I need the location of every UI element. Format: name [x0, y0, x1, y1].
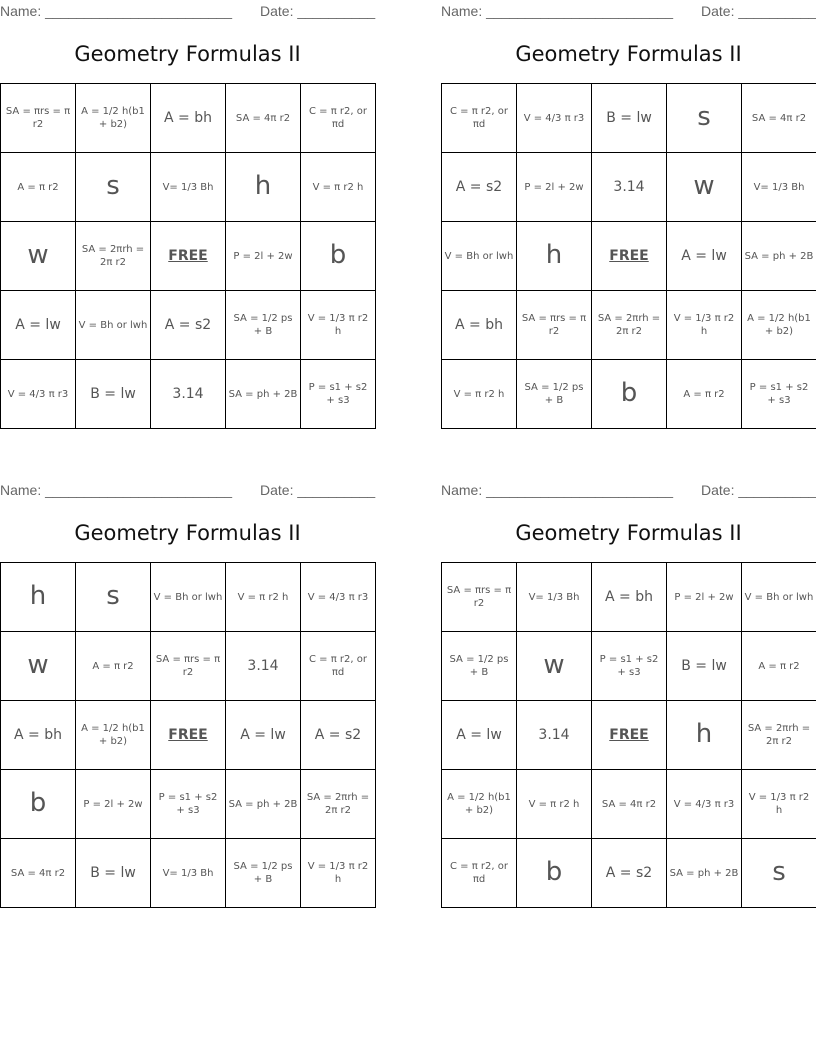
grid-row	[1, 632, 376, 701]
grid-cell: A = s2	[442, 153, 517, 222]
card-header	[0, 479, 375, 499]
grid-row	[1, 291, 376, 360]
grid-row	[1, 701, 376, 770]
grid-row	[1, 222, 376, 291]
grid-cell: w	[1, 632, 76, 701]
grid-cell: SA = 2πrh = 2π r2	[301, 770, 376, 839]
free-space-cell: FREE	[592, 701, 667, 770]
grid-cell: V = 1/3 π r2 h	[301, 839, 376, 908]
grid-row	[442, 563, 816, 632]
grid-cell: B = lw	[667, 632, 742, 701]
bingo-grid	[441, 562, 816, 908]
grid-cell: SA = 2πrh = 2π r2	[742, 701, 816, 770]
grid-cell: w	[1, 222, 76, 291]
grid-cell: C = π r2, or πd	[442, 839, 517, 908]
grid-cell: A = lw	[1, 291, 76, 360]
grid-cell: A = lw	[442, 701, 517, 770]
card-title: Geometry Formulas II	[515, 521, 742, 545]
grid-row	[1, 839, 376, 908]
date-field-label: Date: __________	[701, 3, 816, 19]
name-field-label: Name: ________________________	[441, 3, 673, 19]
grid-cell: V= 1/3 Bh	[742, 153, 816, 222]
card-header	[0, 0, 375, 20]
grid-cell: V = 1/3 π r2 h	[301, 291, 376, 360]
grid-cell: 3.14	[517, 701, 592, 770]
grid-cell: P = 2l + 2w	[667, 563, 742, 632]
grid-row	[1, 360, 376, 429]
grid-cell: V = Bh or lwh	[442, 222, 517, 291]
grid-cell: V= 1/3 Bh	[151, 839, 226, 908]
bingo-grid	[0, 83, 376, 429]
grid-cell: P = 2l + 2w	[517, 153, 592, 222]
grid-row	[442, 222, 816, 291]
grid-cell: P = 2l + 2w	[226, 222, 301, 291]
grid-cell: SA = πrs = π r2	[1, 84, 76, 153]
date-field-label: Date: __________	[701, 482, 816, 498]
grid-cell: w	[517, 632, 592, 701]
grid-row	[442, 153, 816, 222]
grid-cell: B = lw	[76, 839, 151, 908]
grid-cell: C = π r2, or πd	[301, 84, 376, 153]
grid-cell: A = s2	[592, 839, 667, 908]
grid-cell: V= 1/3 Bh	[151, 153, 226, 222]
grid-cell: SA = 1/2 ps + B	[226, 291, 301, 360]
grid-cell: V = Bh or lwh	[742, 563, 816, 632]
grid-cell: V = π r2 h	[442, 360, 517, 429]
card-title: Geometry Formulas II	[74, 521, 301, 545]
name-field-label: Name: ________________________	[0, 482, 232, 498]
grid-row	[442, 770, 816, 839]
grid-cell: 3.14	[151, 360, 226, 429]
grid-cell: s	[742, 839, 816, 908]
grid-cell: A = 1/2 h(b1 + b2)	[442, 770, 517, 839]
card-title: Geometry Formulas II	[515, 42, 742, 66]
grid-cell: 3.14	[226, 632, 301, 701]
name-field-label: Name: ________________________	[0, 3, 232, 19]
grid-cell: SA = 1/2 ps + B	[226, 839, 301, 908]
card-header	[441, 479, 816, 499]
grid-cell: V = 4/3 π r3	[301, 563, 376, 632]
free-space-cell: FREE	[592, 222, 667, 291]
grid-cell: V = π r2 h	[226, 563, 301, 632]
grid-cell: SA = 4π r2	[742, 84, 816, 153]
bingo-grid	[0, 562, 376, 908]
grid-cell: SA = ph + 2B	[742, 222, 816, 291]
grid-row	[442, 291, 816, 360]
grid-cell: h	[667, 701, 742, 770]
grid-cell: SA = ph + 2B	[226, 360, 301, 429]
grid-row	[1, 563, 376, 632]
grid-row	[442, 632, 816, 701]
grid-cell: A = bh	[442, 291, 517, 360]
grid-cell: P = s1 + s2 + s3	[301, 360, 376, 429]
grid-cell: h	[1, 563, 76, 632]
grid-cell: A = s2	[151, 291, 226, 360]
grid-cell: V = π r2 h	[517, 770, 592, 839]
grid-cell: SA = 2πrh = 2π r2	[76, 222, 151, 291]
grid-cell: A = bh	[1, 701, 76, 770]
grid-cell: A = bh	[592, 563, 667, 632]
grid-cell: V = 4/3 π r3	[1, 360, 76, 429]
grid-cell: SA = 1/2 ps + B	[442, 632, 517, 701]
grid-cell: SA = πrs = π r2	[517, 291, 592, 360]
free-space-cell: FREE	[151, 222, 226, 291]
grid-cell: V = Bh or lwh	[151, 563, 226, 632]
grid-cell: B = lw	[592, 84, 667, 153]
grid-cell: w	[667, 153, 742, 222]
grid-cell: A = lw	[226, 701, 301, 770]
grid-row	[442, 84, 816, 153]
grid-cell: A = π r2	[1, 153, 76, 222]
date-field-label: Date: __________	[260, 3, 376, 19]
grid-row	[442, 360, 816, 429]
bingo-grid	[441, 83, 816, 429]
grid-cell: V= 1/3 Bh	[517, 563, 592, 632]
grid-cell: C = π r2, or πd	[442, 84, 517, 153]
grid-cell: SA = ph + 2B	[667, 839, 742, 908]
grid-cell: V = π r2 h	[301, 153, 376, 222]
grid-cell: b	[1, 770, 76, 839]
free-space-cell: FREE	[151, 701, 226, 770]
grid-cell: SA = πrs = π r2	[151, 632, 226, 701]
grid-cell: B = lw	[76, 360, 151, 429]
grid-cell: b	[301, 222, 376, 291]
grid-cell: SA = 2πrh = 2π r2	[592, 291, 667, 360]
grid-cell: b	[517, 839, 592, 908]
grid-cell: SA = 1/2 ps + B	[517, 360, 592, 429]
grid-cell: SA = πrs = π r2	[442, 563, 517, 632]
grid-cell: P = 2l + 2w	[76, 770, 151, 839]
grid-row	[442, 701, 816, 770]
grid-cell: h	[226, 153, 301, 222]
grid-row	[1, 153, 376, 222]
grid-cell: SA = 4π r2	[1, 839, 76, 908]
grid-cell: SA = ph + 2B	[226, 770, 301, 839]
grid-cell: s	[76, 153, 151, 222]
grid-cell: h	[517, 222, 592, 291]
grid-cell: V = 4/3 π r3	[667, 770, 742, 839]
grid-cell: A = π r2	[742, 632, 816, 701]
grid-cell: P = s1 + s2 + s3	[151, 770, 226, 839]
grid-cell: SA = 4π r2	[226, 84, 301, 153]
grid-cell: b	[592, 360, 667, 429]
grid-cell: P = s1 + s2 + s3	[742, 360, 816, 429]
grid-cell: A = s2	[301, 701, 376, 770]
grid-cell: A = 1/2 h(b1 + b2)	[76, 84, 151, 153]
grid-row	[1, 770, 376, 839]
grid-row	[1, 84, 376, 153]
card-title: Geometry Formulas II	[74, 42, 301, 66]
grid-cell: s	[667, 84, 742, 153]
name-field-label: Name: ________________________	[441, 482, 673, 498]
grid-cell: 3.14	[592, 153, 667, 222]
grid-cell: A = π r2	[667, 360, 742, 429]
grid-cell: V = 1/3 π r2 h	[667, 291, 742, 360]
grid-cell: s	[76, 563, 151, 632]
card-header	[441, 0, 816, 20]
grid-cell: A = π r2	[76, 632, 151, 701]
grid-cell: A = 1/2 h(b1 + b2)	[76, 701, 151, 770]
grid-cell: V = 1/3 π r2 h	[742, 770, 816, 839]
grid-cell: V = Bh or lwh	[76, 291, 151, 360]
grid-cell: A = bh	[151, 84, 226, 153]
grid-cell: C = π r2, or πd	[301, 632, 376, 701]
grid-cell: A = 1/2 h(b1 + b2)	[742, 291, 816, 360]
grid-row	[442, 839, 816, 908]
date-field-label: Date: __________	[260, 482, 376, 498]
grid-cell: SA = 4π r2	[592, 770, 667, 839]
grid-cell: A = lw	[667, 222, 742, 291]
grid-cell: P = s1 + s2 + s3	[592, 632, 667, 701]
grid-cell: V = 4/3 π r3	[517, 84, 592, 153]
